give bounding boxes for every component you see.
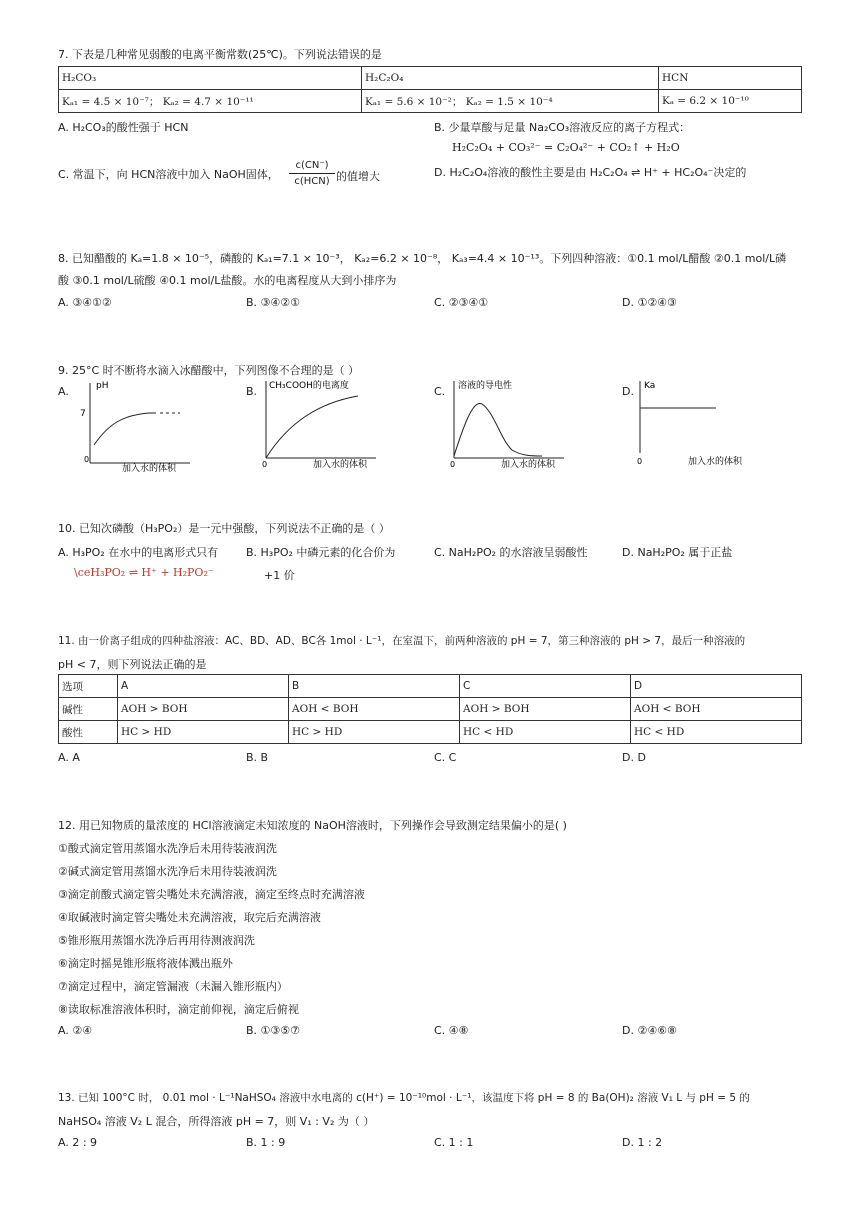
q8-option-c[interactable]: C. ②③④① (434, 296, 489, 309)
q7-option-b[interactable]: B. 少量草酸与足量 Na₂CO₃溶液反应的离子方程式： (434, 121, 691, 134)
q12-option-a[interactable]: A. ②④ (58, 1024, 93, 1037)
q13-stem-line2: NaHSO₄ 溶液 V₂ L 混合，所得溶液 pH = 7，则 V₁ : V₂ 为（ ） (58, 1115, 375, 1128)
q9-option-d[interactable]: D. (622, 385, 634, 398)
q9-option-c[interactable]: C. (434, 385, 446, 398)
q7-const-h2c2o4: Kₐ₁ = 5.6 × 10⁻²； Kₐ₂ = 1.5 × 10⁻⁴ (362, 90, 659, 113)
q12-option-b[interactable]: B. ①③⑤⑦ (246, 1024, 300, 1037)
graph-d-ylabel: Ka (644, 381, 656, 391)
q7-stem: 7. 下表是几种常见弱酸的电离平衡常数(25℃)。下列说法错误的是 (58, 48, 382, 61)
table-cell: HC < HD (631, 721, 802, 744)
table-cell: HC > HD (118, 721, 289, 744)
q13-option-b[interactable]: B. 1 : 9 (246, 1136, 286, 1149)
table-cell: AOH > BOH (118, 698, 289, 721)
list-item: ⑦滴定过程中，滴定管漏液（未漏入锥形瓶内） (58, 980, 288, 993)
table-cell: AOH > BOH (460, 698, 631, 721)
table-header-cell: 选项 (59, 675, 118, 698)
q12-option-c[interactable]: C. ④⑧ (434, 1024, 469, 1037)
q10-option-b[interactable]: B. H₃PO₂ 中磷元素的化合价为 (246, 546, 396, 559)
q13-option-a[interactable]: A. 2 : 9 (58, 1136, 98, 1149)
graph-a-xlabel: 加入水的体积 (122, 464, 177, 473)
q7-const-h2co3: Kₐ₁ = 4.5 × 10⁻⁷； Kₐ₂ = 4.7 × 10⁻¹¹ (59, 90, 362, 113)
table-cell: 酸性 (59, 721, 118, 744)
q11-option-a[interactable]: A. A (58, 751, 80, 764)
table-cell: 碱性 (59, 698, 118, 721)
fraction-numerator: c(CN⁻) (289, 158, 335, 174)
q11-option-c[interactable]: C. C (434, 751, 457, 764)
list-item: ⑥滴定时摇晃锥形瓶将液体溅出瓶外 (58, 957, 233, 970)
graph-c-ylabel: 溶液的导电性 (458, 381, 513, 391)
table-cell: HC > HD (289, 721, 460, 744)
list-item: ⑧读取标准溶液体积时，滴定前仰视，滴定后俯视 (58, 1003, 299, 1016)
q11-stem-line2: pH < 7，则下列说法正确的是 (58, 658, 207, 671)
q13-option-c[interactable]: C. 1 : 1 (434, 1136, 474, 1149)
graph-c-origin: 0 (450, 460, 456, 469)
graph-d-xlabel: 加入水的体积 (688, 457, 743, 467)
q7-option-d[interactable]: D. H₂C₂O₄溶液的酸性主要是由 H₂C₂O₄ ⇌ H⁺ + HC₂O₄⁻决定的 (434, 166, 747, 179)
q11-options-table (58, 674, 802, 744)
q13-stem-line1: 13. 已知 100°C 时， 0.01 mol · L⁻¹NaHSO₄ 溶液中水电离的 c(H⁺) = 10⁻¹⁰mol · L⁻¹，该温度下将 pH = 8 的 Ba(OH)₂ 溶液 V₁ L 与 pH = 5 的 (58, 1092, 750, 1104)
table-header-cell: A (118, 675, 289, 698)
table-header-cell: D (631, 675, 802, 698)
graph-b-ylabel: CH₃COOH的电离度 (269, 381, 349, 391)
graph-b-origin: 0 (262, 460, 268, 469)
q7-option-c-tail: 的值增大 (336, 170, 380, 183)
q12-option-d[interactable]: D. ②④⑥⑧ (622, 1024, 677, 1037)
q8-stem-line2: 酸 ③0.1 mol/L硫酸 ④0.1 mol/L盐酸。水的电离程度从大到小排序为 (58, 274, 397, 287)
q9-option-a[interactable]: A. (58, 385, 69, 398)
q7-option-a[interactable]: A. H₂CO₃的酸性强于 HCN (58, 121, 189, 134)
q10-option-d[interactable]: D. NaH₂PO₂ 属于正盐 (622, 546, 733, 559)
table-cell: HC < HD (460, 721, 631, 744)
list-item: ②碱式滴定管用蒸馏水洗净后未用待装液润洗 (58, 865, 277, 878)
q7-header-hcn: HCN (659, 67, 802, 90)
q10-stem: 10. 已知次磷酸（H₃PO₂）是一元中强酸，下列说法不正确的是（ ） (58, 522, 390, 535)
q10-option-a-equation: \ceH₃PO₂ ⇌ H⁺ + H₂PO₂⁻ (74, 566, 214, 579)
q9-graph-c (446, 378, 571, 473)
q10-option-c[interactable]: C. NaH₂PO₂ 的水溶液呈弱酸性 (434, 546, 588, 559)
table-row (59, 721, 802, 744)
q8-stem-line1: 8. 已知醋酸的 Kₐ=1.8 × 10⁻⁵，磷酸的 Kₐ₁=7.1 × 10⁻³， Kₐ₂=6.2 × 10⁻⁸， Kₐ₃=4.4 × 10⁻¹³。下列四种溶液：①0.1 mol/L醋酸 ②0.1 mol/L磷 (58, 252, 787, 265)
q9-graph-b (258, 378, 383, 473)
graph-d-origin: 0 (637, 457, 643, 466)
q9-stem: 9. 25°C 时不断将水滴入冰醋酸中，下列图像不合理的是（ ） (58, 364, 360, 377)
q7-header-h2co3: H₂CO₃ (59, 67, 362, 90)
q9-option-b[interactable]: B. (246, 385, 258, 398)
q9-graph-d (634, 378, 764, 473)
q7-header-h2c2o4: H₂C₂O₄ (362, 67, 659, 90)
q8-option-a[interactable]: A. ③④①② (58, 296, 112, 309)
table-header-cell: B (289, 675, 460, 698)
table-cell: AOH < BOH (289, 698, 460, 721)
list-item: ①酸式滴定管用蒸馏水洗净后未用待装液润洗 (58, 842, 277, 855)
table-cell: AOH < BOH (631, 698, 802, 721)
q7-const-hcn: Kₐ = 6.2 × 10⁻¹⁰ (659, 90, 802, 113)
q10-option-a[interactable]: A. H₃PO₂ 在水中的电离形式只有 (58, 546, 219, 559)
q7-constants-table (58, 66, 802, 113)
q11-stem-line1: 11. 由一价离子组成的四种盐溶液：AC、BD、AD、BC各 1mol · L⁻¹，在室温下，前两种溶液的 pH = 7，第三种溶液的 pH > 7，最后一种溶液的 (58, 635, 746, 647)
graph-c-xlabel: 加入水的体积 (501, 460, 556, 470)
list-item: ③滴定前酸式滴定管尖嘴处未充满溶液，滴定至终点时充满溶液 (58, 888, 365, 901)
q11-option-d[interactable]: D. D (622, 751, 646, 764)
q8-option-b[interactable]: B. ③④②① (246, 296, 300, 309)
q7-option-b-equation: H₂C₂O₄ + CO₃²⁻ = C₂O₄²⁻ + CO₂↑ + H₂O (452, 141, 680, 154)
q7-option-c[interactable]: C. 常温下，向 HCN溶液中加入 NaOH固体， (58, 168, 279, 181)
q11-option-b[interactable]: B. B (246, 751, 269, 764)
table-row (59, 675, 802, 698)
table-header-cell: C (460, 675, 631, 698)
q8-option-d[interactable]: D. ①②④③ (622, 296, 677, 309)
graph-a-ylabel: pH (96, 381, 109, 391)
q13-option-d[interactable]: D. 1 : 2 (622, 1136, 663, 1149)
q12-stem: 12. 用已知物质的量浓度的 HCl溶液滴定未知浓度的 NaOH溶液时，下列操作会导致测定结果偏小的是( ) (58, 819, 567, 832)
list-item: ④取碱液时滴定管尖嘴处未充满溶液，取完后充满溶液 (58, 911, 321, 924)
graph-a-tick: 7 (80, 409, 86, 419)
graph-a-origin: 0 (84, 455, 90, 464)
table-row (59, 698, 802, 721)
graph-b-xlabel: 加入水的体积 (313, 460, 368, 470)
fraction-denominator: c(HCN) (294, 176, 330, 187)
list-item: ⑤锥形瓶用蒸馏水洗净后再用待测液润洗 (58, 934, 255, 947)
q10-option-b-line2: +1 价 (264, 569, 295, 582)
q9-graph-a (74, 378, 199, 473)
q7-option-c-fraction (289, 158, 335, 189)
